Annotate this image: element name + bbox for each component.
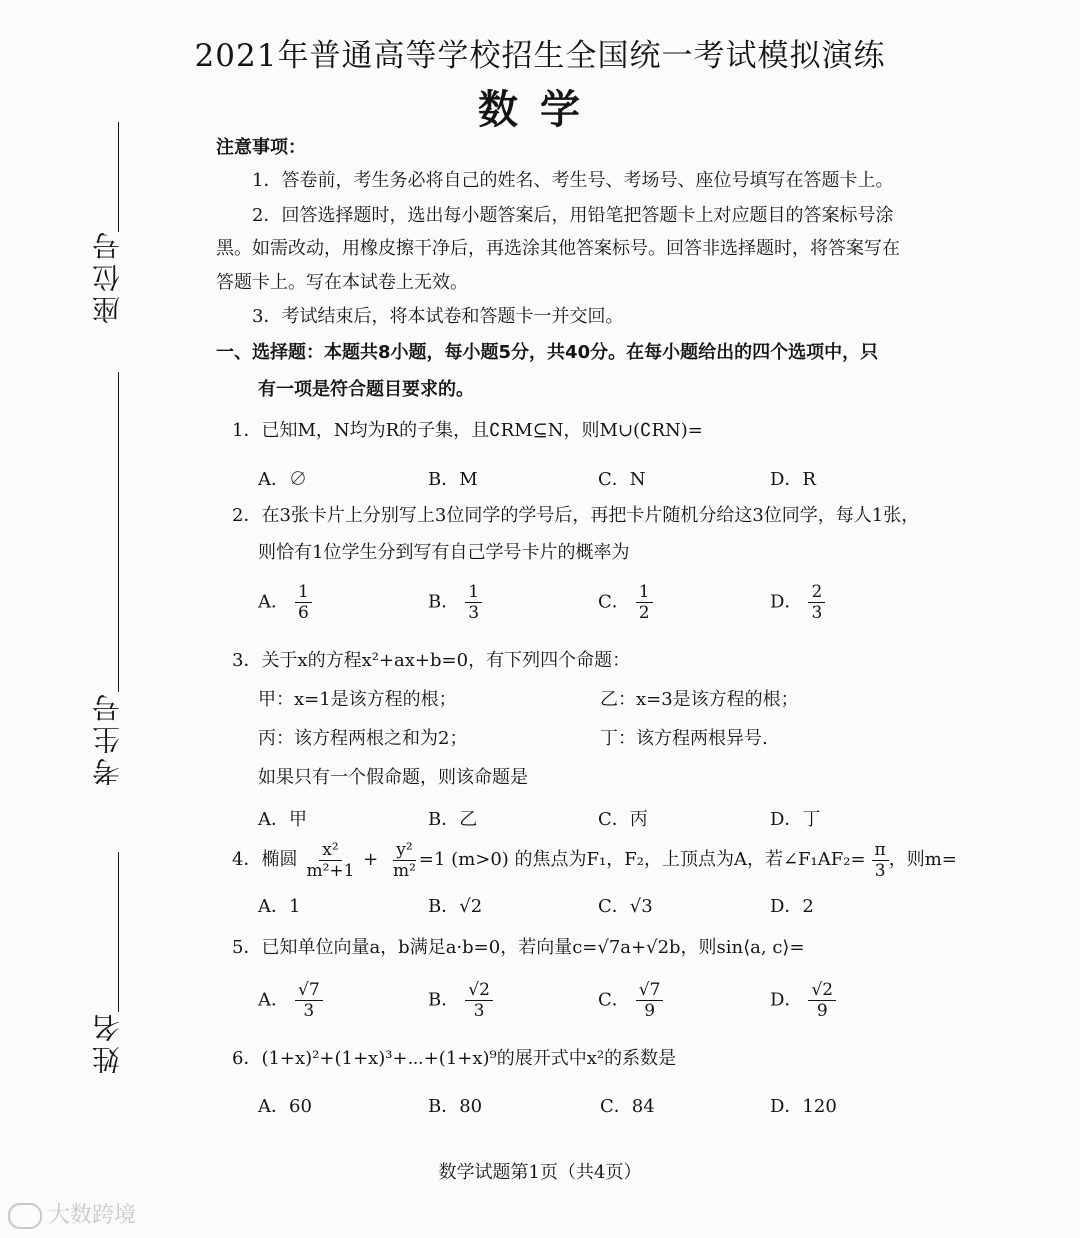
frac-den: 6: [298, 603, 309, 623]
notice-line: 黑。如需改动，用橡皮擦干净后，再选涂其他答案标号。回答非选择题时，将答案写在: [216, 238, 900, 259]
frac-num: x²: [319, 840, 341, 861]
frac-den: m²: [392, 860, 416, 881]
question-3-stem: 3．关于x的方程x²+ax+b=0，有下列四个命题：: [232, 650, 631, 671]
q6-option-c: C．84: [600, 1096, 655, 1117]
frac-num: 1: [295, 582, 312, 603]
notice-line: 3．考试结束后，将本试卷和答题卡一并交回。: [252, 306, 624, 327]
q3-extra: 如果只有一个假命题，则该命题是: [258, 767, 528, 788]
q1-option-d: D．R: [770, 469, 816, 490]
name-label: 姓名: [91, 1010, 124, 1074]
q3-option-d: D．丁: [770, 809, 821, 830]
notice-line: 答题卡上。写在本试卷上无效。: [216, 272, 468, 293]
seat-label: 座位号: [91, 228, 124, 324]
question-4-stem: 4．椭圆 $\frac{\text{x²}}{\text{m²+1}}$ + $\frac{\text{y²}}{\text{m²}}$ =1 (m>0) 的焦点为F₁，F₂，上顶点为A，若∠F₁AF₂= $\frac{\pi}{3}$ ，则m=: [232, 839, 957, 881]
q3-option-c: C．丙: [598, 809, 648, 830]
q5-option-b: B． $\frac{√2}{3}$: [428, 980, 493, 1021]
q1-option-c: C．N: [598, 469, 646, 490]
frac-den: 3: [811, 603, 823, 623]
section-heading-cont: 有一项是符合题目要求的。: [258, 379, 474, 400]
frac-den: 3: [473, 1001, 485, 1021]
frac-num: y²: [393, 840, 415, 861]
q2-option-c: C． $\frac{1}{2}$: [598, 582, 653, 623]
frac-den: 3: [468, 603, 480, 623]
q3-prop-ding: 丁：该方程两根异号.: [600, 728, 768, 749]
question-5-stem: 5．已知单位向量a，b满足a·b=0，若向量c=√7a+√2b，则sin⟨a, c⟩=: [232, 937, 805, 958]
weibo-icon: [8, 1203, 42, 1229]
q2-option-d: D． $\frac{2}{3}$: [770, 582, 825, 623]
frac-num: 2: [808, 582, 825, 603]
name-line: [118, 852, 119, 1012]
question-2-stem: 2．在3张卡片上分别写上3位同学的学号后，再把卡片随机分给这3位同学，每人1张，: [232, 505, 920, 526]
q4-option-d: D．2: [770, 896, 814, 917]
q6-option-b: B．80: [428, 1096, 483, 1117]
frac-den: 9: [644, 1001, 656, 1021]
q5-option-d: D． $\frac{√2}{9}$: [770, 980, 836, 1021]
q3-prop-jia: 甲：x=1是该方程的根；: [258, 689, 457, 710]
q4-option-c: C．√3: [598, 896, 653, 917]
frac-den: 3: [303, 1001, 315, 1021]
notice-line: 1．答卷前，考生务必将自己的姓名、考生号、考场号、座位号填写在答题卡上。: [252, 170, 894, 191]
q3-option-a: A．甲: [258, 809, 307, 830]
q6-option-a: A．60: [258, 1096, 312, 1117]
q1-option-b: B．M: [428, 469, 478, 490]
question-2-stem-cont: 则恰有1位学生分到写有自己学号卡片的概率为: [258, 542, 630, 563]
subject-title: 数学: [478, 86, 602, 133]
question-1-stem: 1．已知M，N均为R的子集，且∁RM⊆N，则M∪(∁RN)=: [232, 420, 703, 441]
seat-line: [118, 122, 119, 232]
notice-line: 2．回答选择题时，选出每小题答案后，用铅笔把答题卡上对应题目的答案标号涂: [252, 205, 894, 226]
frac-den: m²+1: [306, 860, 355, 881]
q2-option-b: B． $\frac{1}{3}$: [428, 582, 482, 623]
frac-num: √7: [636, 980, 664, 1001]
frac-num: π: [872, 840, 889, 861]
frac-den: 9: [816, 1001, 828, 1021]
q2-option-a: A． $\frac{1}{6}$: [258, 582, 312, 623]
exam-title: 2021年普通高等学校招生全国统一考试模拟演练: [194, 38, 886, 74]
section-heading: 一、选择题：本题共8小题，每小题5分，共40分。在每小题给出的四个选项中，只: [216, 342, 879, 363]
q6-option-d: D．120: [770, 1096, 837, 1117]
q5-option-a: A． $\frac{√7}{3}$: [258, 980, 323, 1021]
notice-heading: 注意事项：: [216, 137, 306, 158]
frac-num: √2: [808, 980, 836, 1001]
frac-den: 3: [874, 860, 886, 881]
q3-option-b: B．乙: [428, 809, 478, 830]
frac-num: √2: [465, 980, 493, 1001]
frac-den: 2: [638, 603, 650, 623]
question-6-stem: 6．(1+x)²+(1+x)³+⋯+(1+x)⁹的展开式中x²的系数是: [232, 1048, 677, 1069]
q4-option-b: B．√2: [428, 896, 483, 917]
exam-no-label: 考生号: [91, 690, 124, 786]
frac-num: 1: [636, 582, 653, 603]
exam-no-line: [118, 372, 119, 692]
q1-option-a: A．∅: [258, 469, 307, 490]
frac-num: √7: [295, 980, 323, 1001]
q3-prop-bing: 丙：该方程两根之和为2；: [258, 728, 468, 749]
page-footer: 数学试题第1页（共4页）: [438, 1162, 642, 1183]
frac-num: 1: [465, 582, 482, 603]
q4-option-a: A．1: [258, 896, 301, 917]
q3-prop-yi: 乙：x=3是该方程的根；: [600, 689, 799, 710]
watermark: 大数跨境: [8, 1198, 136, 1229]
q5-option-c: C． $\frac{√7}{9}$: [598, 980, 663, 1021]
